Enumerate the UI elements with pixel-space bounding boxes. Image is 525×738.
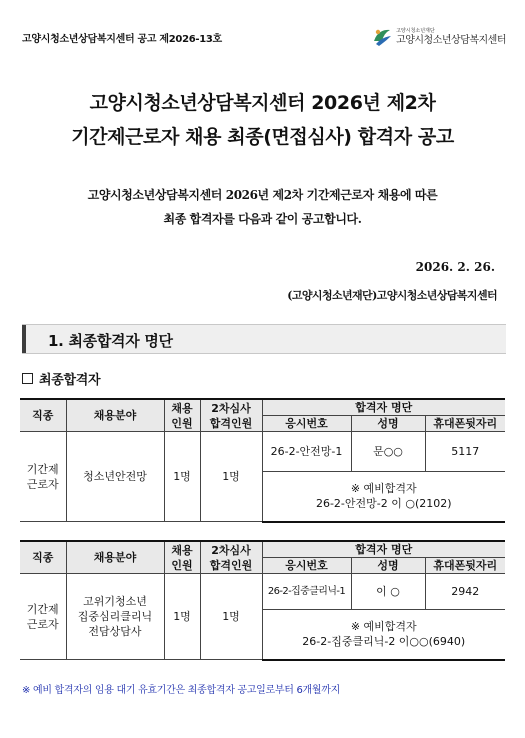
final-passers-table-1 [20,398,505,523]
square-bullet-icon [22,373,33,384]
header-name: 성명 [351,416,425,432]
field-cell: 고위기청소년 집중심리클리닉 전담상담사 [66,574,164,660]
header-phone: 휴대폰뒷자리 [425,558,505,574]
reserve-passer-cell: ※ 예비합격자 26-2-안전망-2 이 ○(2102) [262,472,505,522]
header-passers: 합격자 명단 [262,399,505,416]
header-name: 성명 [351,558,425,574]
name-cell: 문○○ [351,432,425,472]
reserve-passer-cell: ※ 예비합격자 26-2-집중클리닉-2 이○○(6940) [262,610,505,660]
exam-number-cell: 26-2-집중클리닉-1 [262,574,351,610]
notice-date: 2026. 2. 26. [415,260,495,274]
table-row [20,574,505,610]
header-job: 직종 [20,399,66,432]
leaf-logo-icon [370,25,394,49]
logo-foundation-name: 고양시청소년재단 [396,27,435,34]
sub-heading [22,369,100,388]
name-cell: 이 ○ [351,574,425,610]
header-second-round: 2차심사 합격인원 [200,399,262,432]
exam-number-cell: 26-2-안전망-1 [262,432,351,472]
second-round-cell: 1명 [200,432,262,522]
section-title: 1. 최종합격자 명단 [48,332,173,350]
table-row [20,432,505,472]
phone-cell: 2942 [425,574,505,610]
document-header [22,18,506,58]
header-field: 채용분야 [66,399,164,432]
header-second-round: 2차심사 합격인원 [200,541,262,574]
intro-line-2: 최종 합격자를 다음과 같이 공고합니다. [163,212,362,226]
field-cell: 청소년안전망 [66,432,164,522]
job-cell: 기간제 근로자 [20,432,66,522]
second-round-cell: 1명 [200,574,262,660]
sub-heading-text: 최종합격자 [39,373,101,388]
header-job: 직종 [20,541,66,574]
issuing-organization: (고양시청소년재단)고양시청소년상담복지센터 [287,289,497,302]
header-headcount: 채용 인원 [164,399,200,432]
title-line-2: 기간제근로자 채용 최종(면접심사) 합격자 공고 [71,126,454,148]
header-headcount: 채용 인원 [164,541,200,574]
headcount-cell: 1명 [164,574,200,660]
document-number: 고양시청소년상담복지센터 공고 제2026-13호 [22,34,222,45]
notice-title [0,86,525,154]
section-accent-bar [22,325,26,353]
intro-paragraph [0,183,525,231]
header-phone: 휴대폰뒷자리 [425,416,505,432]
header-exam-number: 응시번호 [262,558,351,574]
header-passers: 합격자 명단 [262,541,505,558]
intro-line-1: 고양시청소년상담복지센터 2026년 제2차 기간제근로자 채용에 따른 [87,188,438,202]
phone-cell: 5117 [425,432,505,472]
headcount-cell: 1명 [164,432,200,522]
header-field: 채용분야 [66,541,164,574]
logo-center-name: 고양시청소년상담복지센터 [396,34,506,46]
final-passers-table-2 [20,540,505,661]
title-line-1: 고양시청소년상담복지센터 2026년 제2차 [89,92,436,114]
center-logo [370,20,506,54]
validity-footnote: ※ 예비 합격자의 임용 대기 유효기간은 최종합격자 공고일로부터 6개월까지 [22,685,340,696]
header-exam-number: 응시번호 [262,416,351,432]
job-cell: 기간제 근로자 [20,574,66,660]
section-header [22,324,506,354]
